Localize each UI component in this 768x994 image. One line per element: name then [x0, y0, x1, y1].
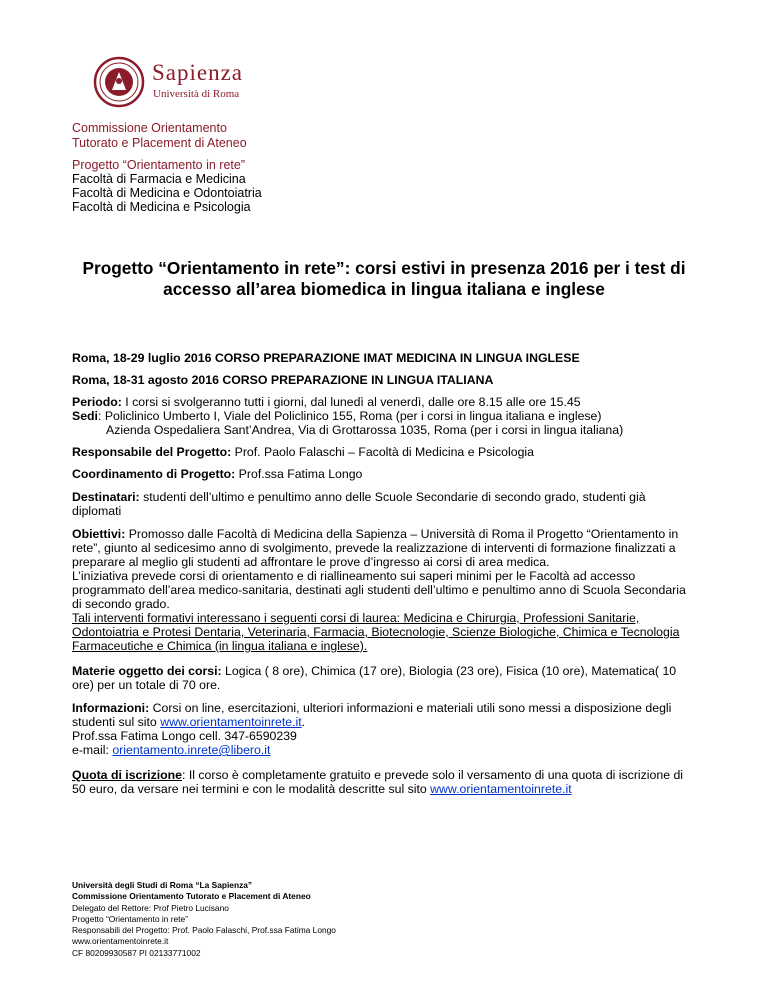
footer-website: www.orientamentoinrete.it [72, 936, 169, 947]
document-title [60, 258, 708, 300]
logo-subtitle: Università di Roma [153, 88, 240, 100]
periodo-text: I corsi si svolgeranno tutti i giorni, dal lunedì al venerdì, dalle ore 8.15 alle ore 15.45 [121, 395, 581, 409]
footer-project: Progetto “Orientamento in rete” [72, 913, 188, 924]
sedi-text-2: Azienda Ospedaliera Sant’Andrea, Via di Grottarossa 1035, Roma (per i corsi in lingua italiana) [106, 423, 624, 437]
informazioni-email-line [72, 743, 712, 758]
header-faculty-1: Facoltà di Farmacia e Medicina [72, 172, 246, 186]
coordinamento [72, 467, 712, 482]
obiettivi-line-8: Odontoiatria e Protesi Dentaria, Veterinaria, Farmacia, Biotecnologie, Scienze Biologiche, Chimica e Tecnologia [72, 625, 680, 639]
destinatari-label: Destinatari: [72, 490, 140, 504]
materie [72, 664, 712, 679]
obiettivi-line-6: di secondo grado. [72, 597, 170, 611]
obiettivi-line-9: Farmaceutiche e Chimica (in lingua italiana e inglese). [72, 639, 368, 653]
destinatari-text-1: studenti dell’ultimo e penultimo anno delle Scuole Secondarie di secondo grado, studenti già [139, 490, 646, 504]
course-imat: Roma, 18-29 luglio 2016 CORSO PREPARAZIONE IMAT MEDICINA IN LINGUA INGLESE [72, 351, 580, 365]
quota-line-2 [72, 782, 712, 797]
footer-university: Università degli Studi di Roma “La Sapienza” [72, 880, 253, 890]
destinatari-text-2: diplomati [72, 504, 122, 518]
logo-name: Sapienza [152, 60, 244, 85]
sapienza-logo [92, 54, 282, 110]
obiettivi-line-1: Promosso dalle Facoltà di Medicina della Sapienza – Università di Roma il Progetto “Orientamento in [125, 527, 679, 541]
footer-responsabili: Responsabili del Progetto: Prof. Paolo Falaschi, Prof.ssa Fatima Longo [72, 925, 336, 936]
obiettivi-line-2: rete”, giunto al sedicesimo anno di svolgimento, prevede la realizzazione di interventi di formazione finalizzati a [72, 541, 676, 555]
sedi-text-1: : Policlinico Umberto I, Viale del Policlinico 155, Roma (per i corsi in lingua italiana e inglese) [97, 409, 602, 423]
obiettivi [72, 527, 712, 542]
responsabile [72, 445, 712, 460]
materie-text-2: ore) per un totale di 70 ore. [72, 678, 221, 692]
header-tutorato: Tutorato e Placement di Ateneo [72, 136, 247, 150]
obiettivi-label: Obiettivi: [72, 527, 126, 541]
quota-text-1: : Il corso è completamente gratuito e prevede solo il versamento di una quota di iscrizione di [182, 768, 684, 782]
informazioni-phone: Prof.ssa Fatima Longo cell. 347-6590239 [72, 729, 297, 743]
quota [72, 768, 712, 783]
informazioni-text-2a: studenti sul sito [72, 715, 161, 729]
header-commission: Commissione Orientamento [72, 121, 227, 135]
course-italiano: Roma, 18-31 agosto 2016 CORSO PREPARAZIONE IN LINGUA ITALIANA [72, 373, 494, 387]
footer [72, 880, 336, 959]
quota-text-2: 50 euro, da versare nei termini e con le modalità descritte sul sito [72, 782, 431, 796]
coordinamento-text: Prof.ssa Fatima Longo [235, 467, 363, 481]
informazioni-line-2 [72, 715, 712, 730]
informazioni-text-2b: . [301, 715, 306, 729]
materie-text-1: Logica ( 8 ore), Chimica (17 ore), Biologia (23 ore), Fisica (10 ore), Matematica( 10 [221, 664, 677, 678]
obiettivi-line-7: Tali interventi formativi interessano i seguenti corsi di laurea: Medicina e Chirurgia, Professioni Sanitarie, [72, 611, 640, 625]
informazioni-text-1: Corsi on line, esercitazioni, ulteriori informazioni e materiali utili sono messi a disposizione degli [149, 701, 672, 715]
header-faculty-3: Facoltà di Medicina e Psicologia [72, 200, 251, 214]
quota-link[interactable]: www.orientamentoinrete.it [430, 782, 572, 796]
obiettivi-line-5: programmato dell’area medico-sanitaria, destinati agli studenti dell’ultimo e penultimo anno di Scuola Secondaria [72, 583, 686, 597]
destinatari [72, 490, 712, 505]
informazioni [72, 701, 712, 716]
sedi [72, 409, 712, 424]
sedi-label: Sedi [72, 409, 98, 423]
footer-delegato: Delegato del Rettore: Prof Pietro Lucisano [72, 902, 229, 913]
title-line-1: Progetto “Orientamento in rete”: corsi estivi in presenza 2016 per i test di [82, 258, 686, 278]
responsabile-text: Prof. Paolo Falaschi – Facoltà di Medicina e Psicologia [231, 445, 534, 459]
footer-commission: Commissione Orientamento Tutorato e Placement di Ateneo [72, 891, 311, 902]
title-line-2: accesso all’area biomedica in lingua italiana e inglese [163, 279, 605, 299]
header-project: Progetto “Orientamento in rete” [72, 158, 245, 172]
responsabile-label: Responsabile del Progetto: [72, 445, 232, 459]
materie-label: Materie oggetto dei corsi: [72, 664, 222, 678]
periodo-label: Periodo: [72, 395, 122, 409]
orientamento-link[interactable]: www.orientamentoinrete.it [160, 715, 302, 729]
obiettivi-line-3: preparare al meglio gli studenti ad affrontare le prove d’ingresso ai corsi di area medica. [72, 555, 550, 569]
footer-cf: CF 80209930587 PI 02133771002 [72, 947, 201, 958]
quota-label: Quota di iscrizione [72, 768, 183, 782]
email-label: e-mail: [72, 743, 113, 757]
header-faculty-2: Facoltà di Medicina e Odontoiatria [72, 186, 262, 200]
informazioni-label: Informazioni: [72, 701, 150, 715]
obiettivi-line-4: L’iniziativa prevede corsi di orientamento e di riallineamento sui saperi minimi per le Facoltà ad accesso [72, 569, 636, 583]
periodo [72, 395, 712, 410]
coordinamento-label: Coordinamento di Progetto: [72, 467, 236, 481]
email-link[interactable]: orientamento.inrete@libero.it [112, 743, 271, 757]
